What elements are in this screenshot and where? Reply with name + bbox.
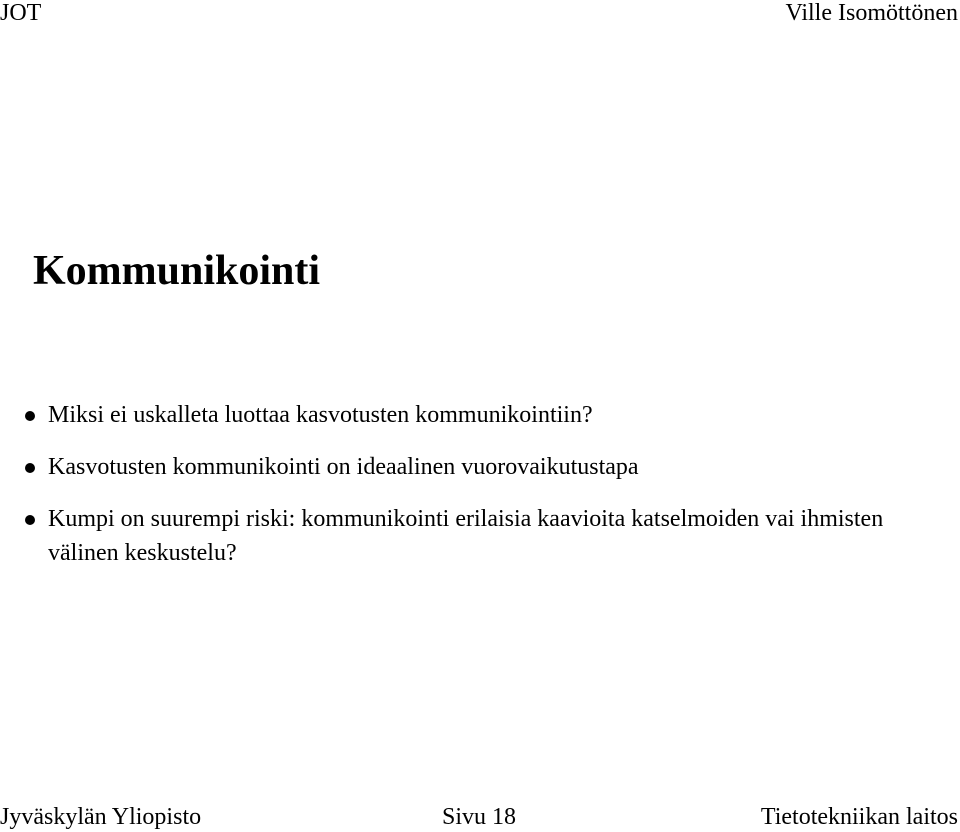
header-author: Ville Isomöttönen [785,0,958,26]
footer-page-number: Sivu 18 [442,804,517,830]
bullet-dot-icon [25,515,35,525]
bullet-list [0,398,960,588]
slide-title: Kommunikointi [33,248,321,294]
header-left-label: JOT [0,0,42,26]
footer-university: Jyväskylän Yliopisto [0,804,202,830]
bullet-dot-icon [25,463,35,473]
bullet-item [0,450,960,484]
bullet-item [0,502,960,570]
bullet-text: Kumpi on suurempi riski: kommunikointi erilaisia kaavioita katselmoiden vai ihmisten välinen keskustelu? [48,506,884,566]
bullet-text: Miksi ei uskalleta luottaa kasvotusten kommunikointiin? [48,402,593,428]
bullet-dot-icon [25,411,35,421]
bullet-text: Kasvotusten kommunikointi on ideaalinen vuorovaikutustapa [48,454,639,480]
bullet-item [0,398,960,432]
footer-department: Tietotekniikan laitos [760,804,958,830]
